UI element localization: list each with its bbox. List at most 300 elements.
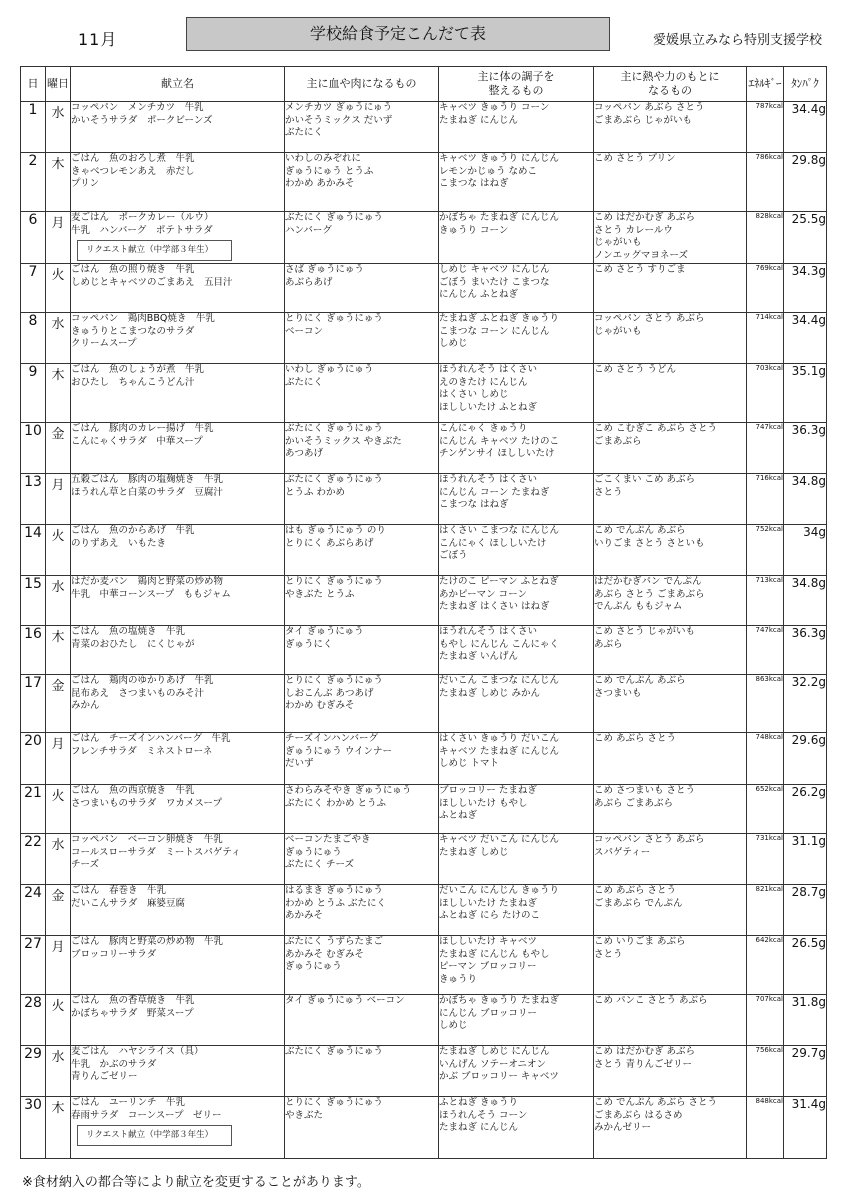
kcal-cell: 821kcal xyxy=(747,885,784,936)
energy-cell-line: ごまあぶら xyxy=(594,435,642,447)
energy-cell-line: こめ でんぷん あぶら xyxy=(594,525,686,536)
menu-cell-line: チーズ xyxy=(71,859,100,870)
body-cell-line: しめじ xyxy=(439,1020,468,1031)
energy-cell-line: さとう 青りんごゼリー xyxy=(594,1058,693,1070)
table-row xyxy=(21,626,827,675)
table-row xyxy=(21,364,827,423)
body-cell xyxy=(439,1097,594,1159)
menu-cell-line: さつまいものサラダ ワカメスープ xyxy=(71,797,222,809)
body-cell xyxy=(439,995,594,1046)
blood-cell-line: ぶたにく ぎゅうにゅう xyxy=(285,423,383,434)
protein-cell: 26.5g xyxy=(784,936,827,995)
menu-cell-line: かいそうサラダ ポークビーンズ xyxy=(71,114,213,126)
weekday-cell: 水 xyxy=(46,576,71,626)
body-cell xyxy=(439,885,594,936)
body-cell-line: ブロッコリー たまねぎ xyxy=(439,785,537,796)
menu-table xyxy=(20,66,827,1159)
day-cell: 30 xyxy=(21,1097,46,1159)
blood-cell xyxy=(285,675,439,733)
col-protein: ﾀﾝﾊﾟｸ xyxy=(784,67,827,102)
body-cell xyxy=(439,364,594,423)
menu-cell xyxy=(71,313,285,364)
menu-cell-line: きゃべつレモンあえ 赤だし xyxy=(71,165,195,177)
energy-cell-line: ノンエッグマヨネーズ xyxy=(594,249,688,261)
energy-cell-line: こめ あぶら さとう xyxy=(594,733,677,744)
col-energy-line2: なるもの xyxy=(648,84,692,97)
day-cell: 7 xyxy=(21,264,46,313)
blood-cell-line: わかめ あかみそ xyxy=(285,178,355,189)
blood-cell-line: とりにく ぎゅうにゅう xyxy=(285,675,383,686)
body-cell-line: たまねぎ はくさい はねぎ xyxy=(439,601,550,612)
menu-cell xyxy=(71,474,285,525)
kcal-cell: 769kcal xyxy=(747,264,784,313)
blood-cell-line: あぶらあげ xyxy=(285,276,333,288)
kcal-cell: 714kcal xyxy=(747,313,784,364)
protein-cell: 34g xyxy=(784,525,827,576)
energy-cell xyxy=(594,212,747,264)
body-cell-line: ふとねぎ にら たけのこ xyxy=(439,910,541,921)
body-cell xyxy=(439,153,594,212)
page-title: 学校給食予定こんだて表 xyxy=(186,17,610,51)
table-row xyxy=(21,313,827,364)
body-cell-line: レモンかじゅう なめこ xyxy=(439,165,538,177)
menu-cell-line: ごはん 魚のおろし煮 牛乳 xyxy=(71,153,195,164)
blood-cell-line: ベーコンたまごやき xyxy=(285,834,371,845)
table-row xyxy=(21,1046,827,1097)
table-row xyxy=(21,576,827,626)
body-cell-line: えのきたけ にんじん xyxy=(439,376,528,388)
col-energy-line1: 主に熱や力のもとに xyxy=(620,70,720,83)
menu-cell xyxy=(71,264,285,313)
day-cell: 17 xyxy=(21,675,46,733)
kcal-cell: 642kcal xyxy=(747,936,784,995)
blood-cell-line: やきぶた とうふ xyxy=(285,588,355,600)
blood-cell-line: かいそうミックス やきぶた xyxy=(285,435,402,447)
table-row xyxy=(21,264,827,313)
weekday-cell: 火 xyxy=(46,264,71,313)
table-row xyxy=(21,834,827,885)
protein-cell: 29.6g xyxy=(784,733,827,785)
body-cell xyxy=(439,264,594,313)
menu-cell xyxy=(71,576,285,626)
request-badge: リクエスト献立（中学部３年生） xyxy=(77,240,232,261)
menu-cell-line: はだか麦パン 鶏肉と野菜の炒め物 xyxy=(71,576,224,587)
blood-cell xyxy=(285,1046,439,1097)
kcal-cell: 756kcal xyxy=(747,1046,784,1097)
protein-cell: 31.1g xyxy=(784,834,827,885)
body-cell xyxy=(439,1046,594,1097)
table-row xyxy=(21,1097,827,1159)
menu-cell-line: かぼちゃサラダ 野菜スープ xyxy=(71,1007,194,1019)
day-cell: 22 xyxy=(21,834,46,885)
menu-cell-line: きゅうりとこまつなのサラダ xyxy=(71,325,195,337)
energy-cell xyxy=(594,834,747,885)
menu-cell-line: コッペパン 鶏肉BBQ焼き 牛乳 xyxy=(71,313,215,324)
table-row xyxy=(21,995,827,1046)
day-cell: 1 xyxy=(21,102,46,153)
blood-cell-line: いわしのみぞれに xyxy=(285,153,362,164)
blood-cell-line: ハンバーグ xyxy=(285,224,332,236)
blood-cell-line: あかみそ むぎみそ xyxy=(285,948,365,960)
energy-cell-line: ごまあぶら じゃがいも xyxy=(594,114,693,126)
blood-cell-line: タイ ぎゅうにゅう xyxy=(285,626,364,637)
body-cell-line: はくさい きゅうり だいこん xyxy=(439,733,560,744)
col-day: 日 xyxy=(21,67,46,102)
protein-cell: 32.2g xyxy=(784,675,827,733)
energy-cell xyxy=(594,525,747,576)
menu-cell-line: クリームスープ xyxy=(71,338,137,349)
table-row xyxy=(21,212,827,264)
weekday-cell: 月 xyxy=(46,212,71,264)
menu-cell-line: だいこんサラダ 麻婆豆腐 xyxy=(71,897,185,909)
body-cell xyxy=(439,313,594,364)
menu-cell-line: おひたし ちゃんこうどん汁 xyxy=(71,376,195,388)
blood-cell-line: あつあげ xyxy=(285,448,324,459)
body-cell-line: ごぼう まいたけ こまつな xyxy=(439,276,550,288)
blood-cell xyxy=(285,626,439,675)
menu-cell-line: ごはん 魚の西京焼き 牛乳 xyxy=(71,785,195,796)
school-name: 愛媛県立みなら特別支援学校 xyxy=(652,33,822,48)
blood-cell-line: だいず xyxy=(285,758,314,769)
weekday-cell: 火 xyxy=(46,995,71,1046)
body-cell-line: たまねぎ にんじん xyxy=(439,114,519,126)
kcal-cell: 787kcal xyxy=(747,102,784,153)
energy-cell-line: こめ さとう うどん xyxy=(594,364,677,375)
body-cell-line: ほししいたけ たまねぎ xyxy=(439,897,538,909)
body-cell-line: こまつな はねぎ xyxy=(439,499,509,510)
menu-cell-line: ごはん ユーリンチ 牛乳 xyxy=(71,1097,186,1108)
menu-cell xyxy=(71,212,285,264)
blood-cell-line: やきぶた xyxy=(285,1109,324,1121)
menu-cell-line: コッペパン ベーコン卵焼き 牛乳 xyxy=(71,834,223,845)
protein-cell: 25.5g xyxy=(784,212,827,264)
body-cell-line: たけのこ ピーマン ふとねぎ xyxy=(439,576,559,587)
energy-cell xyxy=(594,675,747,733)
day-cell: 24 xyxy=(21,885,46,936)
kcal-cell: 652kcal xyxy=(747,785,784,834)
energy-cell-line: さとう カレールウ xyxy=(594,224,673,236)
weekday-cell: 月 xyxy=(46,733,71,785)
day-cell: 28 xyxy=(21,995,46,1046)
table-row xyxy=(21,102,827,153)
energy-cell-line: さとう xyxy=(594,486,623,498)
menu-cell-line: ごはん 豚肉と野菜の炒め物 牛乳 xyxy=(71,936,224,947)
body-cell xyxy=(439,626,594,675)
weekday-cell: 火 xyxy=(46,525,71,576)
kcal-cell: 828kcal xyxy=(747,212,784,264)
kcal-cell: 703kcal xyxy=(747,364,784,423)
body-cell-line: こんにゃく ほししいたけ xyxy=(439,537,547,549)
energy-cell xyxy=(594,1097,747,1159)
body-cell xyxy=(439,212,594,264)
weekday-cell: 月 xyxy=(46,474,71,525)
energy-cell-line: こめ さとう じゃがいも xyxy=(594,626,696,637)
body-cell-line: こまつな コーン にんじん xyxy=(439,325,550,337)
col-kcal: ｴﾈﾙｷﾞｰ xyxy=(747,67,784,102)
kcal-cell: 863kcal xyxy=(747,675,784,733)
body-cell-line: チンゲンサイ ほししいたけ xyxy=(439,448,555,459)
body-cell-line: あかピーマン コーン xyxy=(439,588,527,600)
menu-cell xyxy=(71,102,285,153)
footer-note: ※食材納入の都合等により献立を変更することがあります。 xyxy=(22,1175,370,1190)
body-cell xyxy=(439,525,594,576)
weekday-cell: 水 xyxy=(46,313,71,364)
kcal-cell: 752kcal xyxy=(747,525,784,576)
weekday-cell: 金 xyxy=(46,423,71,474)
kcal-cell: 747kcal xyxy=(747,626,784,675)
menu-cell-line: こんにゃくサラダ 中華スープ xyxy=(71,435,203,447)
blood-cell-line: ぎゅうにゅう とうふ xyxy=(285,165,374,177)
menu-cell-line: 春雨サラダ コーンスープ ゼリー xyxy=(71,1109,222,1121)
blood-cell-line: あかみそ xyxy=(285,910,324,921)
body-cell-line: たまねぎ にんじん xyxy=(439,1122,519,1133)
weekday-cell: 木 xyxy=(46,626,71,675)
body-cell xyxy=(439,834,594,885)
blood-cell-line: ぶたにく チーズ xyxy=(285,859,355,870)
table-row xyxy=(21,733,827,785)
blood-cell-line: ぶたにく うずらたまご xyxy=(285,936,384,947)
energy-cell-line: こめ こむぎこ あぶら さとう xyxy=(594,423,718,434)
kcal-cell: 747kcal xyxy=(747,423,784,474)
menu-cell xyxy=(71,626,285,675)
day-cell: 16 xyxy=(21,626,46,675)
table-row xyxy=(21,423,827,474)
day-cell: 6 xyxy=(21,212,46,264)
body-cell-line: だいこん にんじん きゅうり xyxy=(439,885,560,896)
menu-cell-line: ごはん チーズインハンバーグ 牛乳 xyxy=(71,733,231,744)
energy-cell xyxy=(594,153,747,212)
menu-cell xyxy=(71,423,285,474)
protein-cell: 36.3g xyxy=(784,423,827,474)
menu-cell xyxy=(71,936,285,995)
body-cell-line: ほししいたけ ふとねぎ xyxy=(439,401,538,413)
body-cell-line: ほうれんそう はくさい xyxy=(439,626,538,637)
blood-cell-line: わかめ とうふ ぶたにく xyxy=(285,897,387,909)
energy-cell xyxy=(594,474,747,525)
menu-cell-line: コッペパン メンチカツ 牛乳 xyxy=(71,102,204,113)
menu-cell xyxy=(71,834,285,885)
blood-cell-line: メンチカツ ぎゅうにゅう xyxy=(285,102,393,113)
energy-cell-line: さつまいも xyxy=(594,687,642,699)
menu-cell-line: 麦ごはん ポークカレー（ルウ） xyxy=(71,212,214,223)
menu-cell xyxy=(71,785,285,834)
menu-cell xyxy=(71,733,285,785)
body-cell-line: にんじん キャベツ たけのこ xyxy=(439,435,560,447)
body-cell-line: いんげん ソテーオニオン xyxy=(439,1058,546,1070)
menu-cell xyxy=(71,1046,285,1097)
energy-cell-line: ごまあぶら でんぷん xyxy=(594,897,683,909)
weekday-cell: 金 xyxy=(46,885,71,936)
col-menu: 献立名 xyxy=(71,67,285,102)
energy-cell-line: ごまあぶら はるさめ xyxy=(594,1109,683,1121)
blood-cell xyxy=(285,733,439,785)
body-cell-line: たまねぎ いんげん xyxy=(439,651,519,662)
menu-cell-line: ほうれん草と白菜のサラダ 豆腐汁 xyxy=(71,486,223,498)
table-row xyxy=(21,153,827,212)
day-cell: 14 xyxy=(21,525,46,576)
day-cell: 20 xyxy=(21,733,46,785)
energy-cell-line: あぶら さとう ごまあぶら xyxy=(594,588,705,600)
energy-cell xyxy=(594,102,747,153)
energy-cell-line: じゃがいも xyxy=(594,237,642,248)
protein-cell: 26.2g xyxy=(784,785,827,834)
energy-cell xyxy=(594,785,747,834)
menu-cell-line: 青菜のおひたし にくじゃが xyxy=(71,638,195,650)
body-cell-line: だいこん こまつな にんじん xyxy=(439,675,560,686)
col-weekday: 曜日 xyxy=(46,67,71,102)
day-cell: 13 xyxy=(21,474,46,525)
kcal-cell: 713kcal xyxy=(747,576,784,626)
menu-cell xyxy=(71,995,285,1046)
menu-cell-line: 牛乳 ハンバーグ ポテトサラダ xyxy=(71,224,213,236)
menu-cell-line: ごはん 魚の照り焼き 牛乳 xyxy=(71,264,195,275)
menu-cell-line: プリン xyxy=(71,178,100,189)
energy-cell-line: こめ でんぷん あぶら さとう xyxy=(594,1097,718,1108)
menu-cell-line: ブロッコリーサラダ xyxy=(71,948,157,960)
body-cell-line: しめじ キャベツ にんじん xyxy=(439,264,550,275)
blood-cell-line: ぎゅうにゅう xyxy=(285,846,342,858)
protein-cell: 35.1g xyxy=(784,364,827,423)
energy-cell xyxy=(594,264,747,313)
energy-cell-line: でんぷん ももジャム xyxy=(594,601,683,612)
body-cell-line: はくさい こまつな にんじん xyxy=(439,525,560,536)
kcal-cell: 707kcal xyxy=(747,995,784,1046)
body-cell xyxy=(439,576,594,626)
blood-cell-line: ぎゅうにゅう xyxy=(285,961,342,972)
protein-cell: 36.3g xyxy=(784,626,827,675)
body-cell-line: キャベツ きゅうり にんじん xyxy=(439,153,560,164)
energy-cell-line: こめ さつまいも さとう xyxy=(594,785,696,796)
protein-cell: 34.8g xyxy=(784,576,827,626)
blood-cell-line: ぶたにく xyxy=(285,127,324,138)
body-cell-line: きゅうり xyxy=(439,973,478,985)
menu-cell xyxy=(71,885,285,936)
body-cell xyxy=(439,785,594,834)
blood-cell xyxy=(285,264,439,313)
weekday-cell: 水 xyxy=(46,1046,71,1097)
energy-cell-line: じゃがいも xyxy=(594,325,642,337)
menu-cell-line: ごはん 魚の塩焼き 牛乳 xyxy=(71,626,186,637)
blood-cell xyxy=(285,423,439,474)
blood-cell-line: ぶたにく ぎゅうにゅう xyxy=(285,1046,383,1057)
col-body xyxy=(439,67,594,102)
table-row xyxy=(21,885,827,936)
energy-cell-line: あぶら xyxy=(594,638,623,650)
body-cell xyxy=(439,675,594,733)
blood-cell-line: チーズインハンバーグ xyxy=(285,733,379,744)
energy-cell-line: こめ はだかむぎ あぶら xyxy=(594,1046,696,1057)
body-cell-line: しめじ トマト xyxy=(439,758,500,769)
blood-cell-line: ぎゅうにく xyxy=(285,638,333,650)
body-cell-line: にんじん ふとねぎ xyxy=(439,289,519,300)
energy-cell-line: あぶら ごまあぶら xyxy=(594,797,674,809)
energy-cell xyxy=(594,733,747,785)
energy-cell-line: いりごま さとう さといも xyxy=(594,537,705,549)
energy-cell-line: こめ あぶら さとう xyxy=(594,885,677,896)
energy-cell xyxy=(594,1046,747,1097)
protein-cell: 29.8g xyxy=(784,153,827,212)
blood-cell-line: わかめ むぎみそ xyxy=(285,700,355,711)
body-cell-line: キャベツ たまねぎ にんじん xyxy=(439,745,560,757)
menu-cell-line: しめじとキャベツのごまあえ 五目汁 xyxy=(71,276,233,288)
menu-cell-line: フレンチサラダ ミネストローネ xyxy=(71,745,213,757)
blood-cell-line: ぎゅうにゅう ウインナー xyxy=(285,745,393,757)
kcal-cell: 731kcal xyxy=(747,834,784,885)
menu-cell-line: ごはん 魚のしょうが煮 牛乳 xyxy=(71,364,205,375)
body-cell-line: ふとねぎ xyxy=(439,810,478,821)
menu-cell xyxy=(71,525,285,576)
menu-cell xyxy=(71,153,285,212)
blood-cell-line: とうふ わかめ xyxy=(285,486,346,498)
blood-cell-line: さば ぎゅうにゅう xyxy=(285,264,364,275)
day-cell: 15 xyxy=(21,576,46,626)
blood-cell xyxy=(285,313,439,364)
blood-cell-line: ぶたにく xyxy=(285,376,324,388)
weekday-cell: 水 xyxy=(46,834,71,885)
menu-cell-line: 牛乳 かぶのサラダ xyxy=(71,1058,157,1070)
protein-cell: 34.8g xyxy=(784,474,827,525)
menu-cell xyxy=(71,364,285,423)
weekday-cell: 木 xyxy=(46,1097,71,1159)
body-cell-line: こんにゃく きゅうり xyxy=(439,423,528,434)
menu-cell-line: みかん xyxy=(71,700,100,711)
blood-cell-line: とりにく ぎゅうにゅう xyxy=(285,1097,383,1108)
body-cell-line: ほししいたけ キャベツ xyxy=(439,936,538,947)
protein-cell: 31.4g xyxy=(784,1097,827,1159)
blood-cell xyxy=(285,995,439,1046)
weekday-cell: 木 xyxy=(46,153,71,212)
body-cell-line: たまねぎ ふとねぎ きゅうり xyxy=(439,313,560,324)
energy-cell xyxy=(594,313,747,364)
energy-cell-line: こめ さとう すりごま xyxy=(594,264,686,275)
day-cell: 2 xyxy=(21,153,46,212)
body-cell-line: ごぼう xyxy=(439,550,468,561)
body-cell-line: ピーマン ブロッコリー xyxy=(439,961,537,972)
blood-cell xyxy=(285,364,439,423)
menu-cell-line: 青りんごゼリー xyxy=(71,1071,138,1082)
menu-cell-line: ごはん 魚の香草焼き 牛乳 xyxy=(71,995,195,1006)
menu-cell-line: ごはん 春巻き 牛乳 xyxy=(71,885,167,896)
body-cell-line: たまねぎ しめじ xyxy=(439,846,509,858)
blood-cell-line: さわらみそやき ぎゅうにゅう xyxy=(285,785,412,796)
energy-cell-line: こめ いりごま あぶら xyxy=(594,936,686,947)
table-row xyxy=(21,785,827,834)
energy-cell-line: こめ パンこ さとう あぶら xyxy=(594,995,708,1006)
blood-cell-line: かいそうミックス だいず xyxy=(285,114,393,126)
body-cell xyxy=(439,423,594,474)
weekday-cell: 水 xyxy=(46,102,71,153)
day-cell: 27 xyxy=(21,936,46,995)
body-cell-line: しめじ xyxy=(439,338,468,349)
table-row xyxy=(21,474,827,525)
blood-cell-line: はるまき ぎゅうにゅう xyxy=(285,885,383,896)
protein-cell: 34.3g xyxy=(784,264,827,313)
energy-cell xyxy=(594,885,747,936)
blood-cell-line: ぶたにく わかめ とうふ xyxy=(285,797,387,809)
body-cell-line: キャベツ きゅうり コーン xyxy=(439,102,550,113)
request-badge: リクエスト献立（中学部３年生） xyxy=(77,1125,232,1146)
blood-cell-line: しおこんぶ あつあげ xyxy=(285,687,374,699)
kcal-cell: 716kcal xyxy=(747,474,784,525)
weekday-cell: 月 xyxy=(46,936,71,995)
body-cell xyxy=(439,102,594,153)
blood-cell-line: とりにく ぎゅうにゅう xyxy=(285,576,383,587)
blood-cell xyxy=(285,885,439,936)
energy-cell-line: さとう xyxy=(594,948,623,960)
energy-cell xyxy=(594,936,747,995)
menu-cell-line: ごはん 魚のからあげ 牛乳 xyxy=(71,525,195,536)
menu-cell-line: ごはん 豚肉のカレー揚げ 牛乳 xyxy=(71,423,214,434)
